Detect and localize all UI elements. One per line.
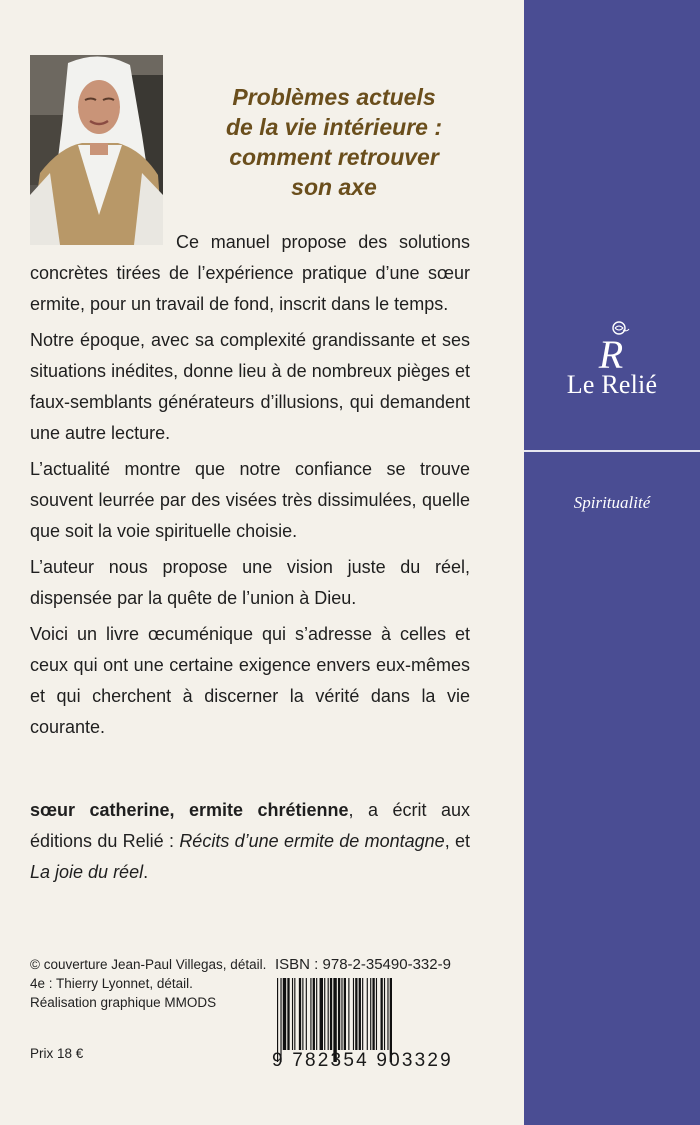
barcode-bar: [376, 978, 377, 1050]
barcode-bar: [384, 978, 385, 1050]
credits: [30, 955, 270, 1012]
publisher-logo: [524, 318, 700, 400]
rose-icon: [587, 318, 637, 372]
blurb-paragraph: L’auteur nous propose une vision juste du réel, dispensée par la quête de l’union à Dieu.: [30, 557, 470, 608]
barcode-bar: [387, 978, 388, 1050]
category-label: Spiritualité: [573, 493, 651, 512]
barcode-bar: [306, 978, 307, 1050]
book-reference: Récits d’une ermite de montagne: [179, 831, 445, 851]
blurb-paragraph: Voici un livre œcuménique qui s’adresse à celles et ceux qui ont une certaine exigence envers eux-mêmes et qui cherchent à discerner la vérité dans la vie courante.: [30, 624, 470, 737]
barcode-number: 9 782354 903329: [272, 1050, 453, 1071]
author-bio: [30, 795, 470, 888]
barcode-bar: [338, 978, 340, 1050]
photo-float-spacer: [30, 227, 176, 251]
barcode-bar: [348, 978, 349, 1050]
blurb: [30, 227, 470, 748]
barcode-bar: [367, 978, 368, 1050]
barcode-bar: [362, 978, 363, 1050]
author-text: .: [143, 862, 149, 882]
book-reference: La joie du réel: [30, 862, 144, 882]
title-line: comment retrouver: [229, 144, 439, 170]
barcode-bar: [328, 978, 329, 1050]
credit-line: © couverture Jean-Paul Villegas, détail.: [30, 957, 267, 972]
barcode-bar: [287, 978, 289, 1050]
barcode-bar: [320, 978, 323, 1050]
author-photo: [30, 55, 163, 245]
title-line: de la vie intérieure :: [225, 114, 443, 140]
blurb-paragraph: L’actualité montre que notre confiance se trouve souvent leurrée par des visées très dissimulées, quelle que soit la voie spirituelle choisie.: [30, 459, 470, 541]
book-title: [168, 82, 500, 202]
price: Prix 18 €: [30, 1046, 84, 1061]
author-name: sœur catherine, ermite chrétienne: [30, 800, 349, 820]
barcode-bar: [372, 978, 374, 1050]
isbn-label: ISBN : 978-2-35490-332-9: [275, 956, 451, 973]
barcode-bar: [381, 978, 383, 1050]
barcode-bar: [299, 978, 301, 1050]
sidebar-divider: [524, 450, 700, 452]
barcode-bar: [310, 978, 311, 1050]
logo-letter: R: [598, 332, 624, 372]
barcode-bar: [283, 978, 286, 1050]
barcode-bar: [313, 978, 315, 1050]
blurb-paragraph: Ce manuel propose des solutions concrètes tirées de l’expérience pratique d’une sœur ermite, pour un travail de fond, inscrit dans le temps.: [30, 232, 470, 314]
barcode-bar: [292, 978, 293, 1050]
publisher-name: Le Relié: [566, 370, 658, 399]
barcode-bar: [294, 978, 295, 1050]
barcode-bar: [330, 978, 332, 1050]
barcode-bar: [324, 978, 325, 1050]
barcode-bar: [359, 978, 361, 1050]
title-line: son axe: [291, 174, 377, 200]
author-text: , et: [444, 831, 471, 851]
cover-sidebar: [524, 0, 700, 1125]
credit-line: 4e : Thierry Lyonnet, détail.: [30, 976, 193, 991]
title-line: Problèmes actuels: [232, 84, 436, 110]
barcode-bar: [302, 978, 303, 1050]
blurb-paragraph: Notre époque, avec sa complexité grandissante et ses situations inédites, donne lieu à de nombreux pièges et faux-semblants générateurs d’illusions, qui demandent une autre lecture.: [30, 330, 470, 443]
barcode-bar: [316, 978, 317, 1050]
barcode-bar: [355, 978, 357, 1050]
barcode-bar: [341, 978, 342, 1050]
barcode-bar: [353, 978, 354, 1050]
author-text: , a écrit aux éditions du Relié :: [30, 800, 471, 851]
barcode-bar: [344, 978, 346, 1050]
barcode-bar: [370, 978, 371, 1050]
credit-line: Réalisation graphique MMODS: [30, 995, 217, 1010]
